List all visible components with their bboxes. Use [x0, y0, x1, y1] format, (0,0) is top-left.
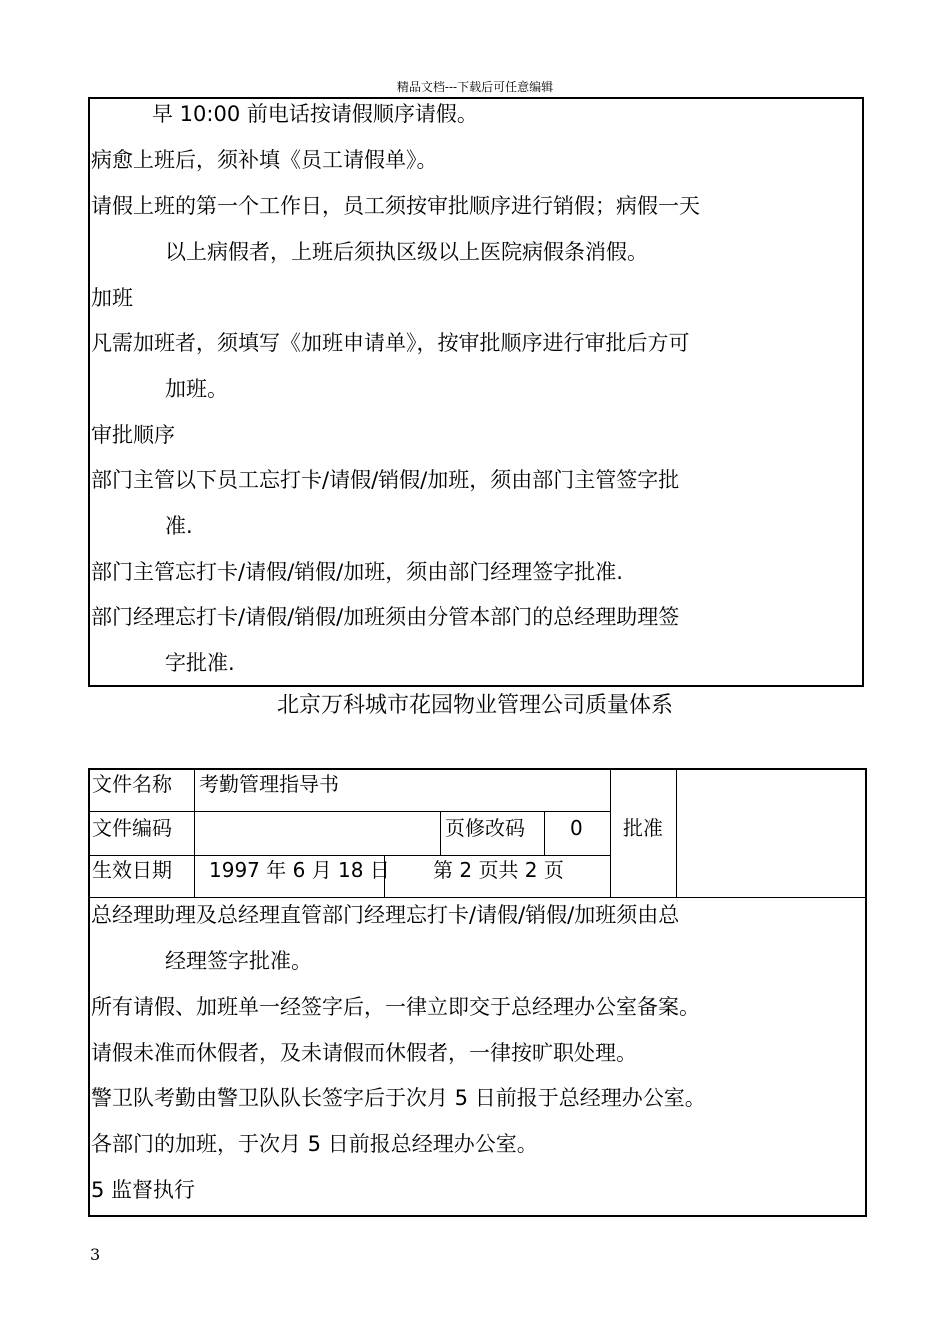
table-divider — [194, 769, 195, 897]
text-line: 字批准. — [165, 651, 235, 675]
revision-label: 页修改码 — [445, 816, 525, 840]
table-divider — [89, 811, 611, 812]
text-line: 加班。 — [165, 377, 228, 401]
text-line: 部门主管忘打卡/请假/销假/加班，须由部门经理签字批准. — [91, 560, 623, 584]
text-line: 以上病假者，上班后须执区级以上医院病假条消假。 — [165, 240, 648, 264]
file-name-label: 文件名称 — [92, 772, 172, 796]
page-info: 第 2 页共 2 页 — [433, 858, 564, 882]
table-divider — [676, 769, 677, 897]
text-line: 所有请假、加班单一经签字后，一律立即交于总经理办公室备案。 — [91, 995, 700, 1019]
text-line: 病愈上班后，须补填《员工请假单》。 — [91, 148, 438, 172]
section-heading: 加班 — [91, 286, 133, 310]
text-line: 警卫队考勤由警卫队队长签字后于次月 5 日前报于总经理办公室。 — [91, 1086, 706, 1110]
table-divider — [89, 855, 611, 856]
table-divider — [544, 811, 545, 855]
section-heading: 审批顺序 — [91, 423, 175, 447]
effective-date-label: 生效日期 — [92, 858, 172, 882]
table-divider — [89, 897, 865, 898]
text-line: 凡需加班者，须填写《加班申请单》，按审批顺序进行审批后方可 — [91, 331, 690, 355]
table-divider — [610, 769, 611, 897]
table-divider — [440, 811, 441, 855]
text-line: 经理签字批准。 — [165, 949, 312, 973]
section-heading: 5 监督执行 — [91, 1178, 196, 1202]
document-title: 北京万科城市花园物业管理公司质量体系 — [276, 693, 673, 718]
effective-date-value: 1997 年 6 月 18 日 — [209, 858, 390, 882]
revision-value: 0 — [570, 816, 583, 840]
text-line: 请假未准而休假者，及未请假而休假者，一律按旷职处理。 — [91, 1041, 637, 1065]
text-line: 总经理助理及总经理直管部门经理忘打卡/请假/销假/加班须由总 — [91, 903, 680, 927]
file-code-label: 文件编码 — [92, 816, 172, 840]
page-number: 3 — [90, 1245, 101, 1264]
approval-label: 批准 — [623, 816, 663, 840]
text-line: 准. — [165, 514, 193, 538]
file-name-value: 考勤管理指导书 — [199, 772, 339, 796]
header-note: 精品文档---下载后可任意编辑 — [396, 80, 554, 94]
text-line: 部门经理忘打卡/请假/销假/加班须由分管本部门的总经理助理签 — [91, 605, 680, 629]
text-line: 早 10:00 前电话按请假顺序请假。 — [152, 102, 478, 126]
text-line: 请假上班的第一个工作日，员工须按审批顺序进行销假；病假一天 — [91, 194, 700, 218]
text-line: 各部门的加班，于次月 5 日前报总经理办公室。 — [91, 1132, 538, 1156]
text-line: 部门主管以下员工忘打卡/请假/销假/加班，须由部门主管签字批 — [91, 468, 680, 492]
